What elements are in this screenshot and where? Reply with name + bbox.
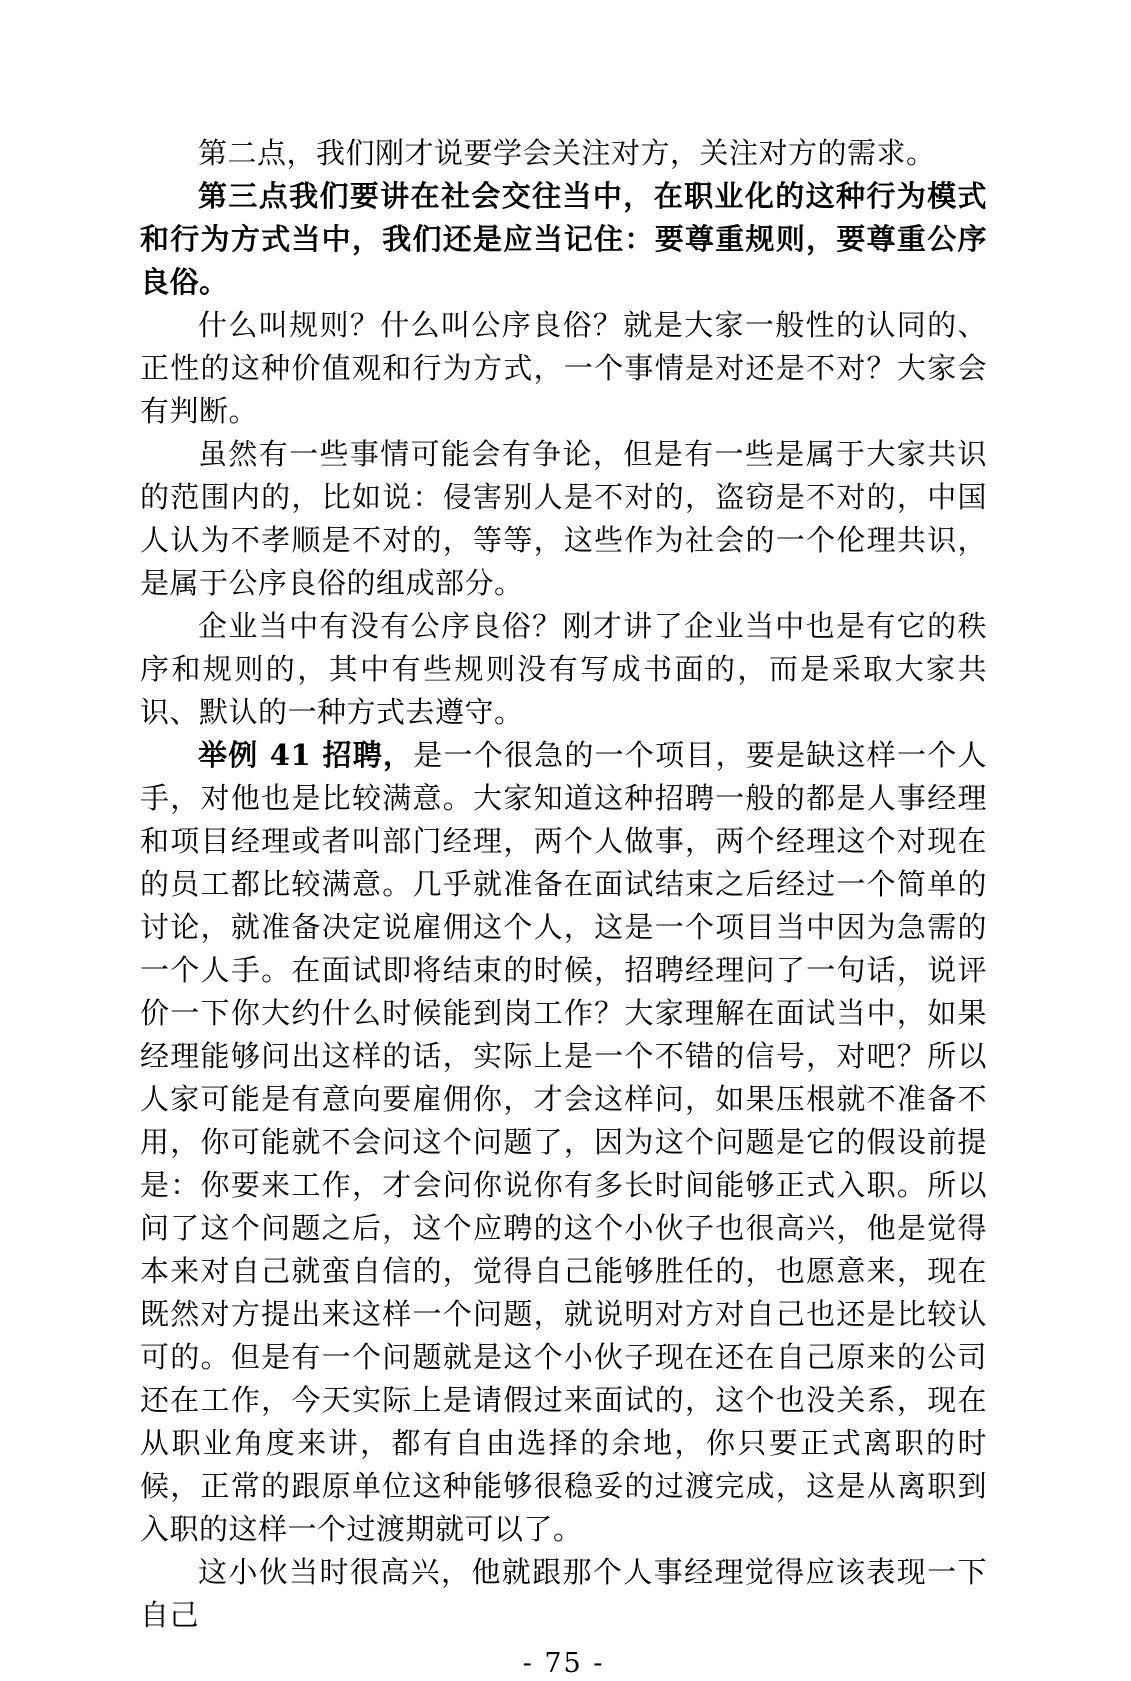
paragraph-1: 第二点，我们刚才说要学会关注对方，关注对方的需求。 [198,136,936,170]
example-41-lead: 举例 41 招聘， [198,738,414,772]
page-number: - 75 - [522,1648,605,1679]
paragraph-2-bold: 第三点我们要讲在社会交往当中，在职业化的这种行为模式和行为方式当中，我们还是应当记住：要尊重规则，要尊重公序良俗。 [140,179,987,299]
paragraph-6-text: 是一个很急的一个项目，要是缺这样一个人手，对他也是比较满意。大家知道这种招聘一般的都是人事经理和项目经理或者叫部门经理，两个人做事，两个经理这个对现在的员工都比较满意。几乎就准备在面试结束之后经过一个简单的讨论，就准备决定说雇佣这个人，这是一个项目当中因为急需的一个人手。在面试即将结束的时候，招聘经理问了一句话，说评价一下你大约什么时候能到岗工作？大家理解在面试当中，如果经理能够问出这样的话，实际上是一个不错的信号，对吧？所以人家可能是有意向要雇佣你，才会这样问，如果压根就不准备不用，你可能就不会问这个问题了，因为这个问题是它的假设前提是：你要来工作，才会问你说你有多长时间能够正式入职。所以问了这个问题之后，这个应聘的这个小伙子也很高兴，他是觉得本来对自己就蛮自信的，觉得自己能够胜任的，也愿意来，现在既然对方提出来这样一个问题，就说明对方对自己也还是比较认可的。但是有一个问题就是这个小伙子现在还在自己原来的公司还在工作，今天实际上是请假过来面试的，这个也没关系，现在从职业角度来讲，都有自由选择的余地，你只要正式离职的时候，正常的跟原单位这种能够很稳妥的过渡完成，这是从离职到入职的这样一个过渡期就可以了。 [140,738,987,1546]
paragraph-6-example [140,734,987,1551]
document-body [140,132,987,1637]
paragraph-5: 企业当中有没有公序良俗？刚才讲了企业当中也是有它的秩序和规则的，其中有些规则没有写成书面的，而是采取大家共识、默认的一种方式去遵守。 [140,609,987,729]
paragraph-7: 这小伙当时很高兴，他就跟那个人事经理觉得应该表现一下自己 [140,1555,987,1632]
paragraph-4: 虽然有一些事情可能会有争论，但是有一些是属于大家共识的范围内的，比如说：侵害别人是不对的，盗窃是不对的，中国人认为不孝顺是不对的，等等，这些作为社会的一个伦理共识，是属于公序良俗的组成部分。 [140,437,987,600]
paragraph-3: 什么叫规则？什么叫公序良俗？就是大家一般性的认同的、正性的这种价值观和行为方式，一个事情是对还是不对？大家会有判断。 [140,308,987,428]
